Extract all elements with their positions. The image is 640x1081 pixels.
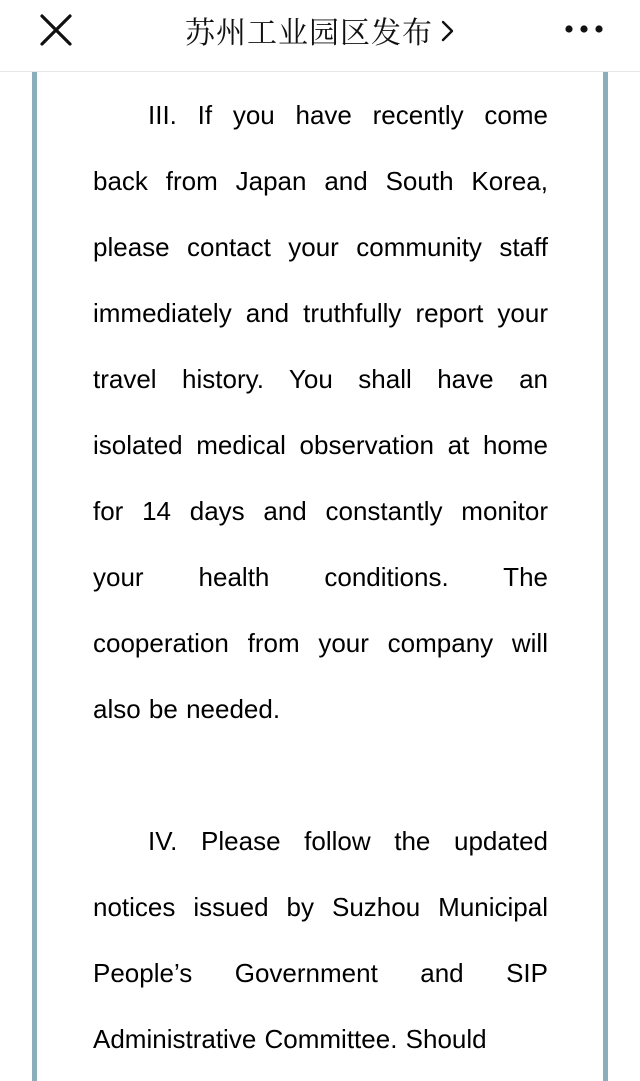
article-paragraph-3: III. If you have recently come back from Japan and South Korea, please contact your community staff immediately and truthfully report your travel history. You shall have an isolated medical observation at home for 14 days and constantly monitor your health conditions. The cooperation from your company will also be needed. <box>93 100 548 724</box>
page-title: 苏州工业园区发布 <box>185 16 433 51</box>
more-horizontal-icon <box>562 18 606 40</box>
paragraph-spacer <box>93 742 548 808</box>
account-title-link[interactable] <box>185 8 455 52</box>
close-button[interactable] <box>36 10 76 50</box>
close-icon <box>36 10 76 50</box>
more-options-button[interactable] <box>562 18 606 40</box>
article-paragraph-4: IV. Please follow the updated notices issued by Suzhou Municipal People’s Government and SIP Administrative Committee. Should <box>93 826 548 1054</box>
article-body <box>93 82 548 1072</box>
article-content-frame[interactable] <box>32 72 608 1081</box>
chevron-right-icon <box>441 18 455 44</box>
top-navigation-bar <box>0 0 640 72</box>
